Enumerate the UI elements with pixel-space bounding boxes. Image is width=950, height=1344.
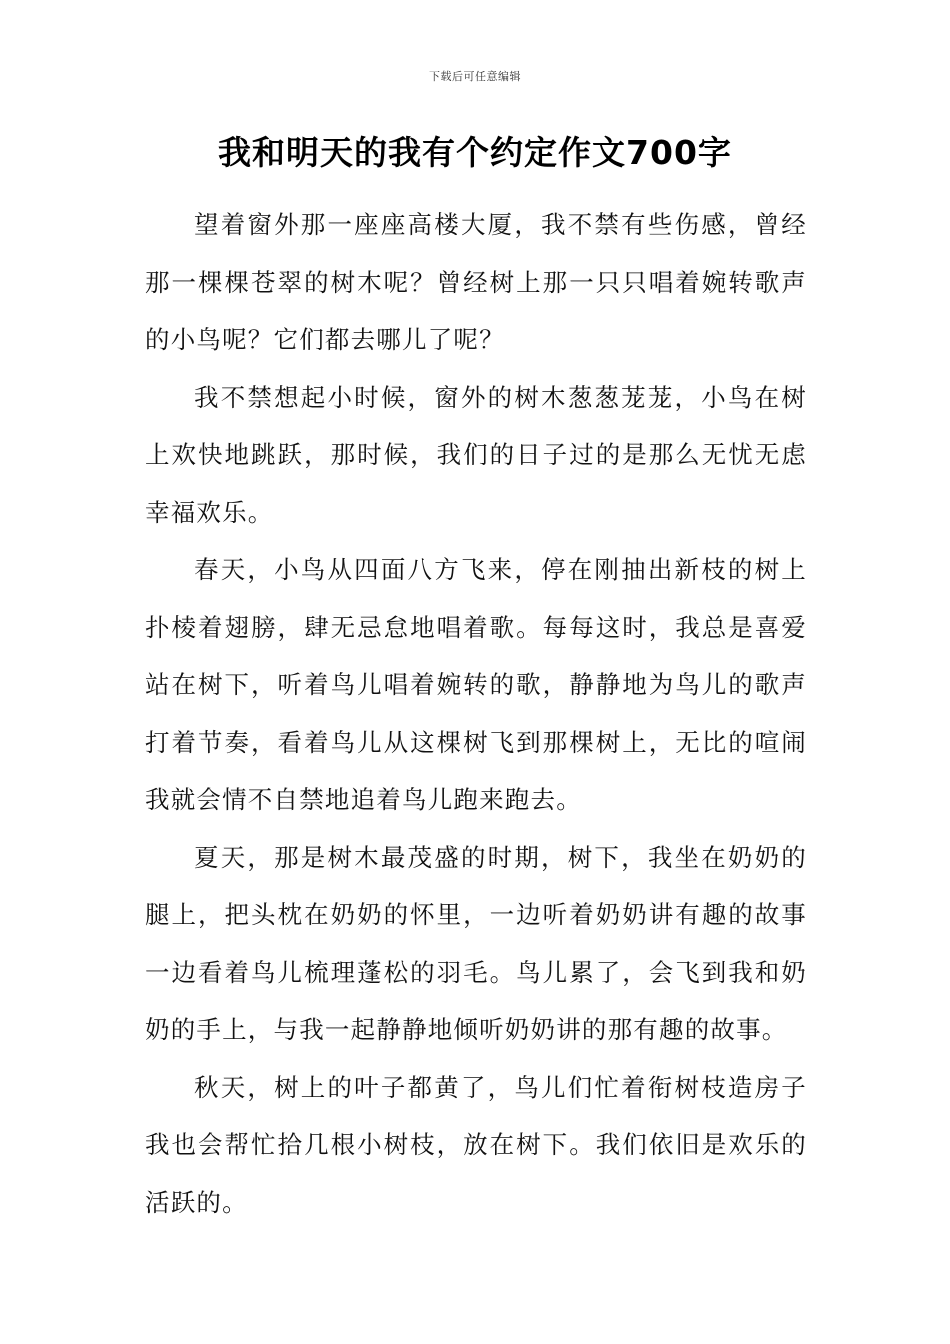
paragraph-5: 秋天，树上的叶子都黄了，鸟儿们忙着衔树枝造房子我也会帮忙拾几根小树枝，放在树下。我们依旧是欢乐的活跃的。 — [145, 1072, 807, 1217]
essay-body — [145, 196, 807, 1231]
paragraph-3: 春天，小鸟从四面八方飞来，停在刚抽出新枝的树上扑棱着翅膀，肆无忌怠地唱着歌。每每这时，我总是喜爱站在树下，听着鸟儿唱着婉转的歌，静静地为鸟儿的歌声打着节奏，看着鸟儿从这棵树飞到那棵树上，无比的喧闹我就会情不自禁地追着鸟儿跑来跑去。 — [145, 555, 807, 814]
paragraph-4: 夏天，那是树木最茂盛的时期，树下，我坐在奶奶的腿上，把头枕在奶奶的怀里，一边听着奶奶讲有趣的故事一边看着鸟儿梳理蓬松的羽毛。鸟儿累了，会飞到我和奶奶的手上，与我一起静静地倾听奶奶讲的那有趣的故事。 — [145, 842, 807, 1044]
paragraph-1: 望着窗外那一座座高楼大厦，我不禁有些伤感，曾经那一棵棵苍翠的树木呢？曾经树上那一只只唱着婉转歌声的小鸟呢？它们都去哪儿了呢？ — [145, 210, 807, 354]
page-title: 我和明天的我有个约定作文700字 — [218, 133, 732, 172]
paragraph-2: 我不禁想起小时候，窗外的树木葱葱茏茏，小鸟在树上欢快地跳跃，那时候，我们的日子过的是那么无忧无虑幸福欢乐。 — [145, 382, 807, 527]
header-note: 下载后可任意编辑 — [429, 70, 521, 83]
